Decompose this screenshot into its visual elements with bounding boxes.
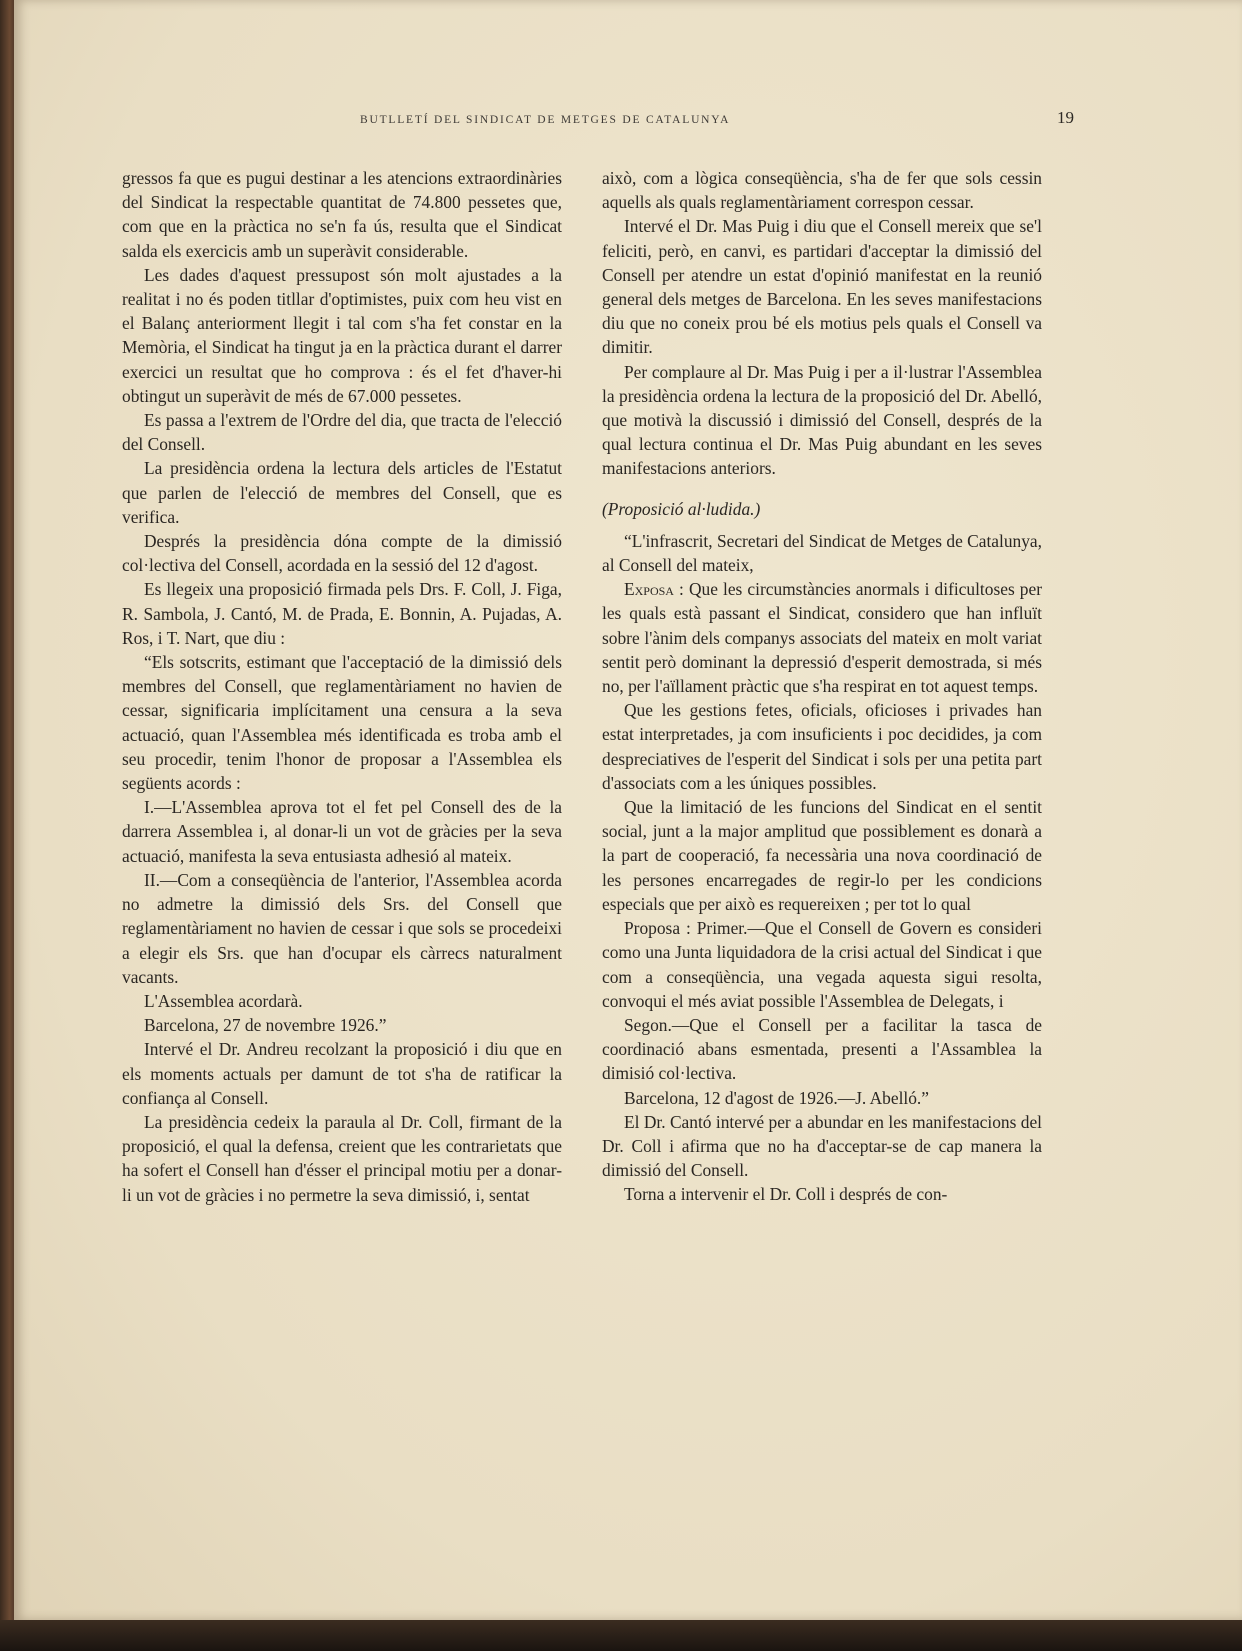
paragraph: això, com a lògica conseqüència, s'ha de fer que sols cessin aquells als quals reglamentàriament correspon cessar. [602, 168, 1042, 213]
paragraph: Per complaure al Dr. Mas Puig i per a il·lustrar l'Assemblea la presidència ordena la lectura de la proposició del Dr. Abelló, que motivà la discussió i dimissió del Consell, després de la qual lectura continua el Dr. Mas Puig abundant en les seves manifestacions anteriors. [602, 361, 1042, 479]
page-number: 19 [1057, 108, 1074, 127]
exposa-label: Exposa [624, 579, 674, 600]
quoted-paragraph: Barcelona, 27 de novembre 1926.” [144, 1015, 387, 1036]
paragraph: El Dr. Cantó intervé per a abundar en les manifestacions del Dr. Coll i afirma que no ha d'acceptar-se de cap manera la dimissió del Consell. [602, 1111, 1042, 1181]
left-column [122, 166, 562, 1207]
quoted-paragraph: Segon.—Que el Consell per a facilitar la tasca de coordinació abans esmentada, presenti a l'Assamblea la dimisió col·lectiva. [602, 1014, 1042, 1084]
paragraph: Les dades d'aquest pressupost són molt ajustades a la realitat i no és poden titllar d'optimistes, puix com heu vist en el Balanç anteriorment llegit i tal com s'ha fet constar en la Memòria, el Sindicat ha tingut ja en la pràctica durant el darrer exercici un resultat que ho comprova : és el fet d'haver-hi obtingut un superàvit de més de 67.000 pessetes. [122, 264, 562, 406]
quoted-paragraph: L'Assemblea acordarà. [144, 990, 303, 1011]
running-title: BUTLLETÍ DEL SINDICAT DE METGES DE CATALUNYA [360, 114, 731, 126]
exposa-text: : Que les circumstàncies anormals i dificultoses per les quals està passant el Sindicat, considero que han influït sobre l'ànim dels companys associats del mateix en molt variat sentit però dominant la depressió d'esperit demostrada, si més no, per l'aïllament pràctic que s'ha respirat en tot aquest temps. [602, 579, 1042, 697]
quoted-paragraph: “L'infrascrit, Secretari del Sindicat de Metges de Catalunya, al Consell del mateix, [602, 530, 1042, 576]
quoted-paragraph: “Els sotscrits, estimant que l'acceptació de la dimissió dels membres del Consell, que reglamentàriament no havien de cessar, significaria implícitament una censura a la seva actuació, quan l'Assemblea més identificada es troba amb el seu procedir, tenim l'honor de proposar a l'Assemblea els següents acords : [122, 652, 562, 794]
quoted-paragraph [602, 577, 1042, 698]
quoted-paragraph: Barcelona, 12 d'agost de 1926.—J. Abelló.” [624, 1087, 929, 1108]
page-bottom-edge [0, 1620, 1242, 1651]
paragraph: Es llegeix una proposició firmada pels Drs. F. Coll, J. Figa, R. Sambola, J. Cantó, M. de Prada, E. Bonnin, A. Pujadas, A. Ros, i T. Nart, que diu : [122, 579, 562, 648]
quoted-paragraph: Que la limitació de les funcions del Sindicat en el sentit social, junt a la major amplitud que possiblement es donarà a la part de cooperació, fa necessària una nova coordinació de les persones encarregades de regir-lo per les condicions especials que per això es requereixen ; per tot lo qual [602, 797, 1042, 914]
paragraph: Torna a intervenir el Dr. Coll i després de con- [624, 1184, 948, 1205]
paragraph: Es passa a l'extrem de l'Ordre del dia, que tracta de l'elecció del Consell. [122, 410, 562, 455]
quoted-paragraph: Que les gestions fetes, oficials, oficioses i privades han estat interpretades, ja com insuficients i poc decidides, ja com despreciatives de l'esperit del Sindicat i sols per una petita part d'associats com a les úniques possibles. [602, 700, 1042, 793]
quoted-paragraph: I.—L'Assemblea aprova tot el fet pel Consell des de la darrera Assemblea i, al donar-li un vot de gràcies per la seva actuació, manifesta la seva entusiasta adhesió al mateix. [122, 797, 562, 866]
right-column [602, 166, 1042, 1207]
quoted-paragraph: Proposa : Primer.—Que el Consell de Govern es consideri como una Junta liquidadora de la crisi actual del Sindicat i que com a conseqüència, una vegada aquesta sigui resolta, convoqui el més aviat possible l'Assemblea de Delegats, i [602, 918, 1042, 1011]
paragraph: Intervé el Dr. Mas Puig i diu que el Consell mereix que se'l feliciti, però, en canvi, es partidari d'acceptar la dimissió del Consell per atendre un estat d'opinió manifestat en la reunió general dels metges de Barcelona. En les seves manifestacions diu que no coneix prou bé els motius pels quals el Consell va dimitir. [602, 216, 1042, 358]
paragraph: gressos fa que es pugui destinar a les atencions extraordinàries del Sindicat la respectable quantitat de 74.800 pessetes que, com que en la pràctica no se'n fa ús, resulta que el Sindicat salda els exercicis amb un superàvit considerable. [122, 168, 562, 261]
paragraph: La presidència cedeix la paraula al Dr. Coll, firmant de la proposició, el qual la defensa, creient que les contrarietats que ha sofert el Consell han d'ésser el principal motiu per a donar-li un vot de gràcies i no permetre la seva dimissió, i, sentat [122, 1111, 562, 1205]
paragraph: Després la presidència dóna compte de la dimissió col·lectiva del Consell, acordada en la sessió del 12 d'agost. [122, 531, 562, 576]
quoted-paragraph: II.—Com a conseqüència de l'anterior, l'Assemblea acorda no admetre la dimissió dels Srs. del Consell que reglamentàriament no havien de cessar i que sols se procedeixi a elegir els Srs. que han d'ocupar els càrrecs naturalment vacants. [122, 869, 562, 987]
paragraph: La presidència ordena la lectura dels articles de l'Estatut que parlen de l'elecció de membres del Consell, que es verifica. [122, 458, 562, 527]
paragraph: Intervé el Dr. Andreu recolzant la proposició i diu que en els moments actuals per damunt de tot s'ha de ratificar la confiança al Consell. [122, 1039, 562, 1108]
section-note: (Proposició al·ludida.) [602, 498, 761, 519]
